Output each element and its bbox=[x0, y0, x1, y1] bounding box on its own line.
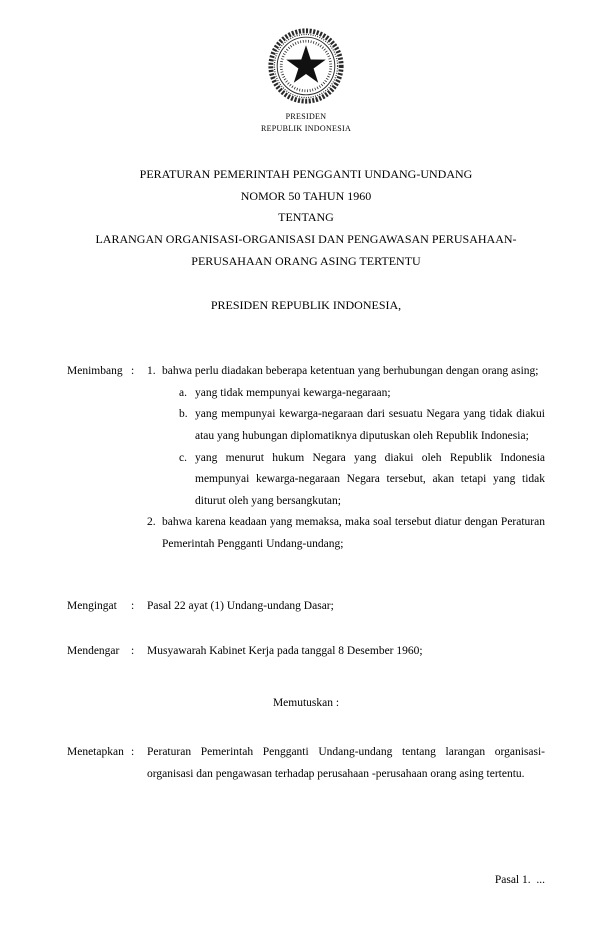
star-wreath-emblem-icon bbox=[266, 26, 346, 106]
title-line-1: PERATURAN PEMERINTAH PENGGANTI UNDANG-UNDANG bbox=[139, 167, 473, 182]
list-item-number: 1. bbox=[147, 365, 156, 378]
section-mengingat bbox=[67, 596, 545, 618]
section-colon: : bbox=[131, 365, 135, 378]
sub-item-letter: b. bbox=[179, 408, 188, 421]
section-content: Peraturan Pemerintah Pengganti Undang-undang tentang larangan organisasi-organisasi dan pengawasan terhadap perusahaan -perusahaan orang asing tertentu. bbox=[147, 746, 545, 781]
section-mendengar bbox=[67, 641, 545, 663]
document-body bbox=[67, 361, 545, 786]
list-item-number: 2. bbox=[147, 516, 156, 529]
sub-item-text: yang tidak mempunyai kewarga-negaraan; bbox=[195, 386, 391, 399]
title-line-5: PERUSAHAAN ORANG ASING TERTENTU bbox=[191, 253, 421, 268]
title-line-3: TENTANG bbox=[278, 210, 334, 225]
section-menetapkan bbox=[67, 742, 545, 785]
section-colon: : bbox=[131, 645, 135, 658]
list-item bbox=[147, 361, 545, 512]
section-content: Pasal 22 ayat (1) Undang-undang Dasar; bbox=[147, 599, 334, 612]
issuing-authority bbox=[67, 111, 545, 134]
title-line-2: NOMOR 50 TAHUN 1960 bbox=[240, 188, 372, 203]
sub-item-text: yang menurut hukum Negara yang diakui oleh Republik Indonesia mempunyai kewarga-negaraan Negara tersebut, akan tetapi yang tidak diturut oleh yang bersangkutan; bbox=[195, 451, 545, 507]
section-label: Menetapkan bbox=[67, 746, 124, 759]
section-colon: : bbox=[131, 599, 135, 612]
list-item-text: bahwa karena keadaan yang memaksa, maka soal tersebut diatur dengan Peraturan Pemerintah Pengganti Undang-undang; bbox=[162, 516, 545, 551]
section-label: Mendengar bbox=[67, 645, 120, 658]
section-content: Musyawarah Kabinet Kerja pada tanggal 8 Desember 1960; bbox=[147, 645, 423, 658]
list-item bbox=[147, 512, 545, 555]
sub-item-text: yang mempunyai kewarga-negaraan dari sesuatu Negara yang tidak diakui atau yang hubungan diplomatiknya diputuskan oleh Republik Indonesia; bbox=[195, 408, 545, 442]
presidential-emblem bbox=[67, 26, 545, 106]
title-line-4: LARANGAN ORGANISASI-ORGANISASI DAN PENGAWASAN PERUSAHAAN- bbox=[95, 231, 517, 246]
section-label: Menimbang bbox=[67, 365, 123, 378]
sub-item-letter: c. bbox=[179, 451, 187, 464]
sub-item-letter: a. bbox=[179, 386, 187, 399]
authority-subtitle: REPUBLIK INDONESIA bbox=[260, 123, 352, 133]
section-label: Mengingat bbox=[67, 599, 117, 612]
salutation: PRESIDEN REPUBLIK INDONESIA, bbox=[210, 298, 402, 313]
sub-list-item bbox=[179, 404, 545, 447]
section-content bbox=[147, 361, 545, 555]
section-colon: : bbox=[131, 746, 135, 759]
section-menimbang bbox=[67, 361, 545, 555]
next-page-marker: Pasal 1. ... bbox=[494, 874, 545, 886]
list-item-text: bahwa perlu diadakan beberapa ketentuan yang berhubungan dengan orang asing; bbox=[162, 365, 539, 378]
list-item-body bbox=[162, 512, 545, 555]
document-title bbox=[67, 164, 545, 272]
authority-title: PRESIDEN bbox=[285, 112, 327, 121]
sub-list-item bbox=[179, 383, 545, 405]
list-item-body bbox=[162, 361, 545, 512]
sub-list-item bbox=[179, 448, 545, 513]
memutuskan-heading: Memutuskan : bbox=[272, 696, 340, 709]
